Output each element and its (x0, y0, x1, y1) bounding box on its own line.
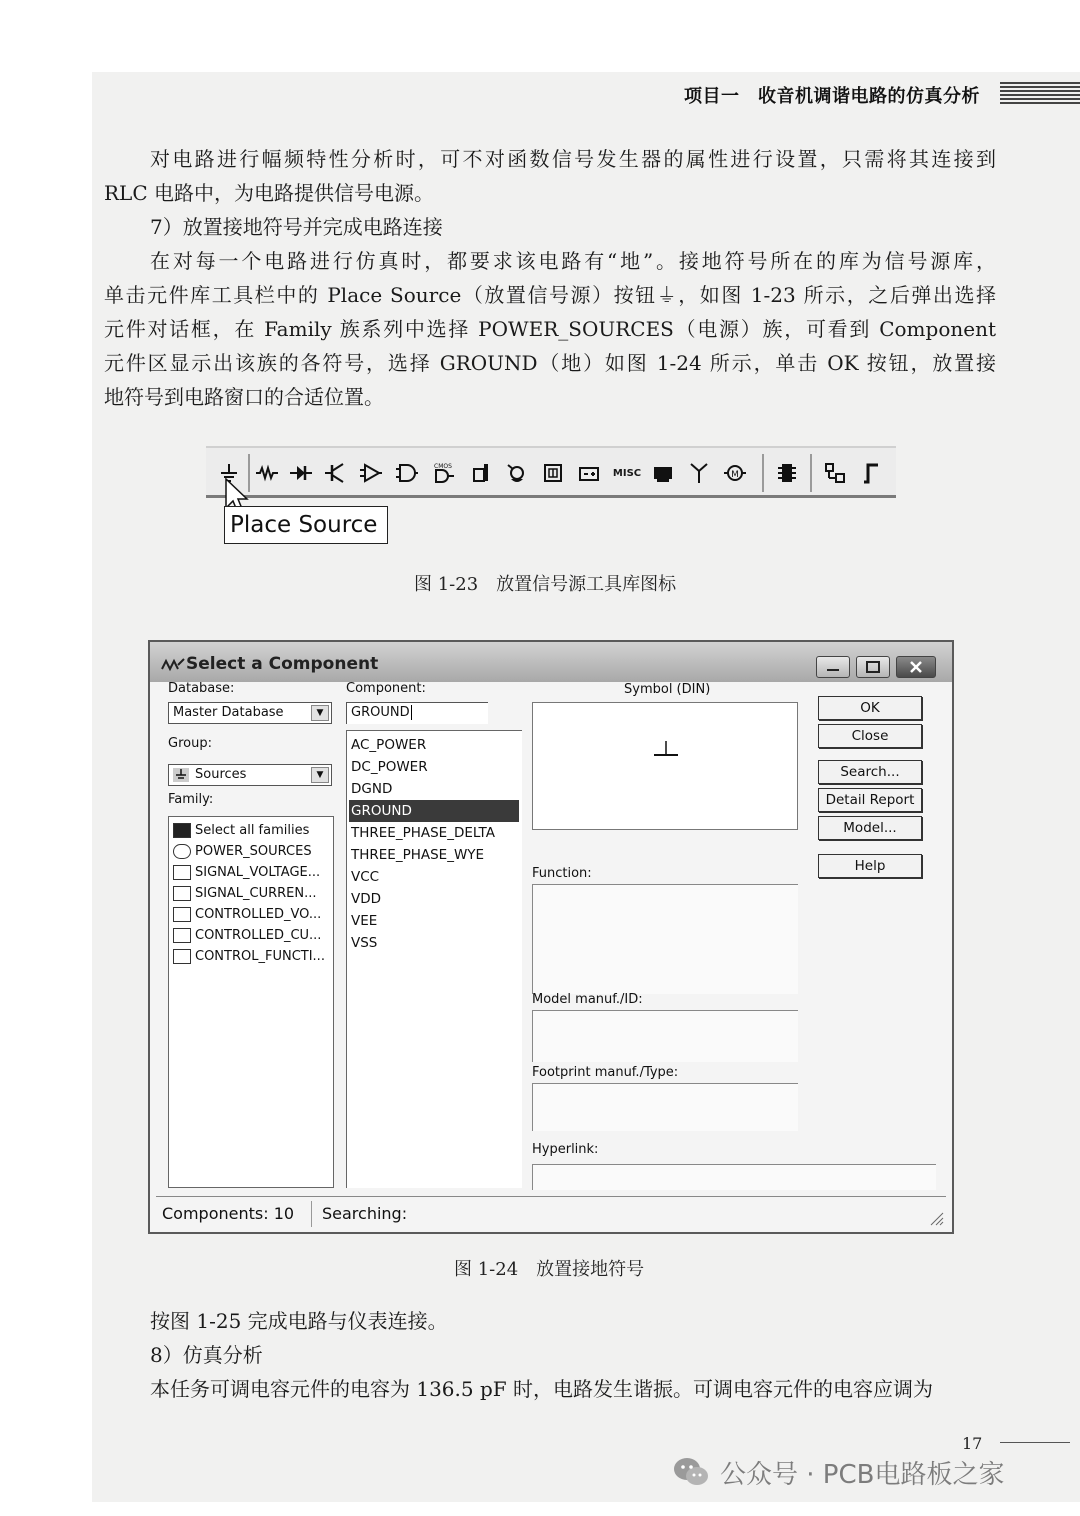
text-caret (411, 705, 412, 720)
group-select[interactable] (168, 764, 332, 786)
function-label: Function: (532, 866, 592, 881)
paragraph-3: 按图 1-25 完成电路与仪表连接。 (150, 1309, 448, 1333)
close-icon (908, 660, 924, 674)
advanced-peripherals-icon[interactable] (648, 456, 678, 490)
component-value: GROUND (351, 705, 410, 720)
family-item-signal-current[interactable]: SIGNAL_CURREN... (171, 883, 331, 904)
ground-symbol-icon (651, 739, 681, 763)
footprint-label: Footprint manuf./Type: (532, 1065, 679, 1080)
chevron-down-icon[interactable]: ▼ (311, 705, 329, 721)
component-item[interactable]: VCC (351, 869, 380, 885)
function-field (532, 884, 798, 994)
page-number: 17 (962, 1434, 983, 1453)
component-list[interactable] (346, 730, 522, 1188)
running-title: 项目一 收音机调谐电路的仿真分析 (684, 86, 980, 107)
signal-current-icon (173, 886, 191, 901)
figure-1-23-caption: 图 1-23 放置信号源工具库图标 (414, 574, 677, 595)
maximize-icon (865, 661, 881, 673)
component-item[interactable]: THREE_PHASE_WYE (351, 847, 485, 863)
power-component-icon[interactable] (538, 456, 568, 490)
mcu-module-icon[interactable] (772, 456, 802, 490)
symbol-preview (532, 702, 798, 830)
group-label: Group: (168, 736, 212, 751)
paragraph-4: 本任务可调电容元件的电容为 136.5 pF 时，电路发生谐振。可调电容元件的电容应调为 (150, 1377, 934, 1401)
header-decoration (1000, 82, 1080, 106)
component-item[interactable]: DGND (351, 781, 393, 797)
select-component-dialog (148, 640, 954, 1234)
family-item-control-function[interactable]: CONTROL_FUNCTI... (171, 946, 331, 967)
multisim-app-icon (160, 655, 186, 673)
transistor-icon[interactable] (320, 456, 350, 490)
power-sources-icon (173, 844, 191, 859)
dialog-status-bar (156, 1196, 946, 1228)
close-button[interactable]: Close (818, 724, 922, 748)
analog-icon[interactable] (356, 456, 386, 490)
ok-button[interactable]: OK (818, 696, 922, 720)
ttl-icon[interactable] (392, 456, 422, 490)
control-function-icon (173, 949, 191, 964)
wechat-icon (672, 1456, 710, 1488)
rf-icon[interactable] (684, 456, 714, 490)
svg-text:M: M (731, 470, 739, 480)
place-source-tooltip: Place Source (224, 506, 388, 544)
sources-icon (173, 768, 189, 782)
components-count: Components: 10 (162, 1201, 312, 1227)
resize-grip-icon[interactable] (928, 1210, 944, 1226)
family-label: Family: (168, 792, 214, 807)
figure-1-24-caption: 图 1-24 放置接地符号 (454, 1259, 645, 1280)
search-button[interactable]: Search... (818, 760, 922, 784)
family-item-controlled-current[interactable]: CONTROLLED_CU... (171, 925, 331, 946)
model-label: Model manuf./ID: (532, 992, 643, 1007)
bus-icon[interactable] (856, 456, 886, 490)
controlled-voltage-icon (173, 907, 191, 922)
component-item[interactable]: VDD (351, 891, 382, 907)
detail-report-button[interactable]: Detail Report (818, 788, 922, 812)
maximize-button[interactable] (856, 656, 890, 678)
family-item-signal-voltage[interactable]: SIGNAL_VOLTAGE... (171, 862, 331, 883)
misc-icon[interactable] (612, 456, 642, 490)
paragraph-2-line-1: 在对每一个电路进行仿真时，都要求该电路有“地”。接地符号所在的库为信号源库， (150, 249, 996, 273)
paragraph-1-line-2: RLC 电路中，为电路提供信号电源。 (104, 181, 434, 205)
group-value: Sources (195, 767, 247, 782)
electromechanical-icon[interactable] (720, 456, 750, 490)
diode-icon[interactable] (286, 456, 316, 490)
paragraph-2-line-5: 地符号到电路窗口的合适位置。 (104, 385, 384, 409)
model-button[interactable]: Model... (818, 816, 922, 840)
signal-voltage-icon (173, 865, 191, 880)
toolbar-separator (810, 454, 812, 492)
controlled-current-icon (173, 928, 191, 943)
database-value: Master Database (173, 705, 284, 720)
symbol-label: Symbol (DIN) (624, 682, 711, 697)
database-select[interactable] (168, 702, 332, 724)
family-item-select-all[interactable]: Select all families (171, 820, 331, 841)
watermark-text: 公众号 · PCB电路板之家 (720, 1459, 1005, 1490)
misc-label: MISC (612, 467, 642, 479)
paragraph-2-line-2: 单击元件库工具栏中的 Place Source（放置信号源）按钮⏚，如图 1-23 所示，之后弹出选择 (104, 283, 996, 307)
component-item-selected[interactable]: GROUND (349, 800, 519, 822)
component-item[interactable]: VSS (351, 935, 378, 951)
paragraph-2-line-3: 元件对话框，在 Family 族系列中选择 POWER_SOURCES（电源）族，可看到 Component (104, 317, 996, 341)
dialog-title: Select a Component (186, 654, 379, 674)
running-header (600, 80, 1080, 110)
select-all-icon (173, 823, 191, 838)
component-item[interactable]: AC_POWER (351, 737, 427, 753)
hierarchical-block-icon[interactable] (820, 456, 850, 490)
mixed-icon[interactable] (574, 456, 604, 490)
component-search-input[interactable] (346, 702, 488, 724)
family-list[interactable] (168, 816, 334, 1188)
component-item[interactable]: THREE_PHASE_DELTA (351, 825, 495, 841)
cmos-icon[interactable] (428, 456, 458, 490)
database-label: Database: (168, 681, 235, 696)
paragraph-1-line-1: 对电路进行幅频特性分析时，可不对函数信号发生器的属性进行设置，只需将其连接到 (150, 147, 996, 171)
resistor-icon[interactable] (252, 456, 282, 490)
component-toolbar (206, 446, 896, 498)
component-item[interactable]: DC_POWER (351, 759, 428, 775)
minimize-button[interactable] (816, 656, 850, 678)
step-7-heading: 7）放置接地符号并完成电路连接 (150, 215, 443, 239)
hyperlink-field[interactable] (532, 1164, 936, 1190)
cmos-text: CMOS (434, 463, 452, 470)
component-item[interactable]: VEE (351, 913, 378, 929)
help-button[interactable]: Help (818, 854, 922, 878)
close-window-button[interactable] (896, 656, 936, 678)
toolbar-separator (762, 454, 764, 492)
dialog-titlebar[interactable] (150, 642, 952, 682)
chevron-down-icon[interactable]: ▼ (311, 767, 329, 783)
hyperlink-label: Hyperlink: (532, 1142, 599, 1157)
minimize-icon (825, 662, 841, 672)
page-number-rule (1000, 1442, 1070, 1443)
family-item-power-sources[interactable]: POWER_SOURCES (171, 841, 331, 862)
watermark (672, 1452, 1004, 1492)
footprint-field (532, 1083, 798, 1131)
step-8-heading: 8）仿真分析 (150, 1343, 263, 1367)
family-item-controlled-voltage[interactable]: CONTROLLED_VO... (171, 904, 331, 925)
component-label: Component: (346, 681, 426, 696)
paragraph-2-line-4: 元件区显示出该族的各符号，选择 GROUND（地）如图 1-24 所示，单击 OK 按钮，放置接 (104, 351, 996, 375)
mcu-icon[interactable] (466, 456, 496, 490)
model-field (532, 1010, 798, 1062)
searching-status: Searching: (322, 1204, 408, 1223)
indicator-icon[interactable] (502, 456, 532, 490)
